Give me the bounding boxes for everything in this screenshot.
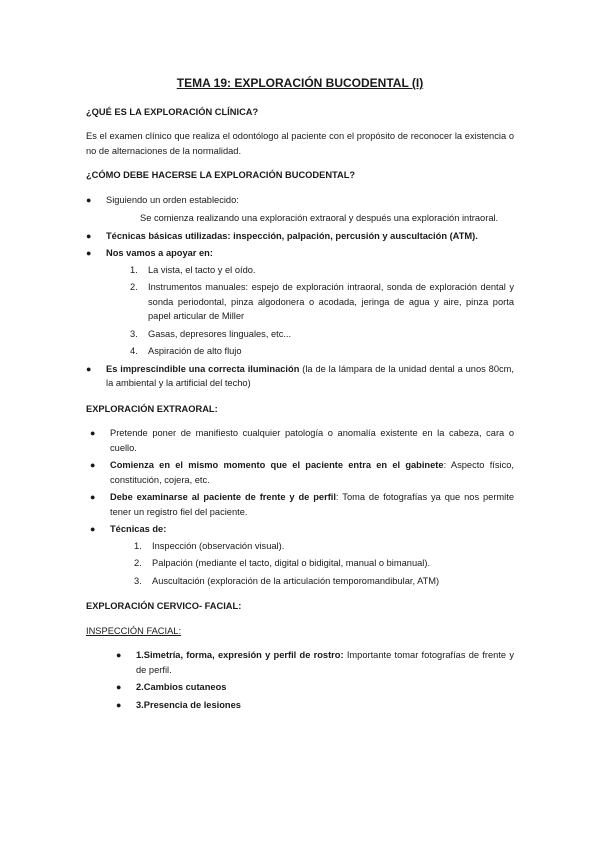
list-item [86, 522, 514, 588]
bullet-icon: ● [90, 460, 96, 470]
list-item [86, 246, 514, 359]
bullet-icon: ● [86, 363, 92, 374]
bullet-text-bold: Debe examinarse al paciente de frente y de perfil [110, 492, 336, 502]
item-number: 4. [130, 346, 138, 356]
item-number: 3. [130, 328, 138, 339]
list-item [106, 280, 514, 324]
document-title: TEMA 19: EXPLORACIÓN BUCODENTAL (I) [176, 76, 424, 90]
item-text: Instrumentos manuales: espejo de exploración intraoral, sonda de exploración dental y sonda periodontal, pinza algodonera o acodada, jeringa de agua y aire, pinza porta papel articular de Miller [148, 282, 514, 321]
list-item [106, 344, 514, 359]
bullet-text: 2.Cambios cutaneos [136, 682, 227, 692]
numbered-list-apoyo [106, 263, 514, 359]
sub-text: Se comienza realizando una exploración extraoral y después una exploración intraoral. [140, 213, 499, 223]
bullet-icon: ● [116, 682, 122, 692]
list-item [106, 263, 514, 278]
bullet-text: (la de la lámpara de la unidad dental a unos 80cm, la ambiental y la artificial del techo) [106, 363, 514, 388]
list-item [86, 458, 514, 487]
heading-que-es: ¿QUÉ ES LA EXPLORACIÓN CLÍNICA? [86, 106, 259, 117]
bullet-text: Nos vamos a apoyar en: [106, 248, 213, 258]
item-text: Palpación (mediante el tacto, digital o bidigital, manual o bimanual). [152, 558, 431, 568]
list-item [86, 648, 514, 677]
list-como-debe [86, 193, 514, 391]
list-extraoral [86, 426, 514, 588]
item-text: La vista, el tacto y el oído. [148, 264, 256, 275]
list-item [86, 193, 514, 226]
item-number: 1. [134, 540, 142, 551]
bullet-text: 3.Presencia de lesiones [136, 699, 241, 710]
bullet-text: Siguiendo un orden establecido: [106, 194, 239, 205]
item-text: Gasas, depresores linguales, etc... [148, 328, 292, 339]
bullet-icon: ● [90, 524, 96, 534]
bullet-icon: ● [86, 230, 92, 241]
list-item [110, 556, 514, 571]
item-number: 1. [130, 264, 138, 275]
bullet-icon: ● [86, 248, 92, 258]
bullet-text-bold: Comienza en el mismo momento que el paciente entra en el gabinete [110, 460, 444, 470]
paragraph-definicion: Es el examen clínico que realiza el odontólogo al paciente con el propósito de reconocer la existencia o no de alternaciones de la normalidad. [86, 131, 514, 156]
heading-extraoral: EXPLORACIÓN EXTRAORAL: [86, 403, 218, 414]
item-number: 3. [134, 575, 142, 586]
bullet-text: : Toma de fotografías ya que nos permite tener un registro fiel del paciente. [110, 492, 514, 517]
numbered-list-tecnicas [110, 539, 514, 589]
subheading-inspeccion-facial: INSPECCIÓN FACIAL: [86, 625, 182, 636]
bullet-text: Técnicas de: [110, 524, 167, 534]
bullet-icon: ● [90, 428, 96, 438]
list-item [86, 229, 514, 244]
list-inspeccion-facial [86, 648, 514, 712]
bullet-text: Técnicas básicas utilizadas: inspección, palpación, percusión y auscultación (ATM). [106, 230, 478, 241]
bullet-icon: ● [90, 492, 96, 502]
item-text: Aspiración de alto flujo [148, 346, 242, 356]
heading-como-debe: ¿CÓMO DEBE HACERSE LA EXPLORACIÓN BUCODENTAL? [86, 170, 356, 180]
bullet-text: Pretende poner de manifiesto cualquier patología o anomalía existente en la cabeza, cara o cuello. [110, 428, 514, 453]
item-number: 2. [134, 558, 142, 568]
item-number: 2. [130, 282, 138, 292]
list-item [106, 327, 514, 342]
bullet-text-bold: 1.Simetría, forma, expresión y perfil de rostro: [136, 650, 344, 660]
list-item [86, 680, 514, 695]
list-item [86, 698, 514, 713]
item-text: Inspección (observación visual). [152, 540, 285, 551]
heading-cervico-facial: EXPLORACIÓN CERVICO- FACIAL: [86, 601, 242, 611]
bullet-icon: ● [116, 650, 122, 660]
item-text: Auscultación (exploración de la articulación temporomandibular, ATM) [152, 575, 440, 586]
bullet-icon: ● [86, 194, 92, 205]
list-item [110, 539, 514, 554]
bullet-text-bold: Es imprescindible una correcta iluminación [106, 363, 300, 374]
bullet-text: Importante tomar fotografías de frente y de perfil. [136, 650, 514, 675]
bullet-text: : Aspecto físico, constitución, cojera, etc. [110, 460, 514, 485]
list-item [86, 362, 514, 391]
list-item [86, 426, 514, 455]
bullet-icon: ● [116, 699, 122, 710]
list-item [86, 490, 514, 519]
list-item [110, 574, 514, 589]
